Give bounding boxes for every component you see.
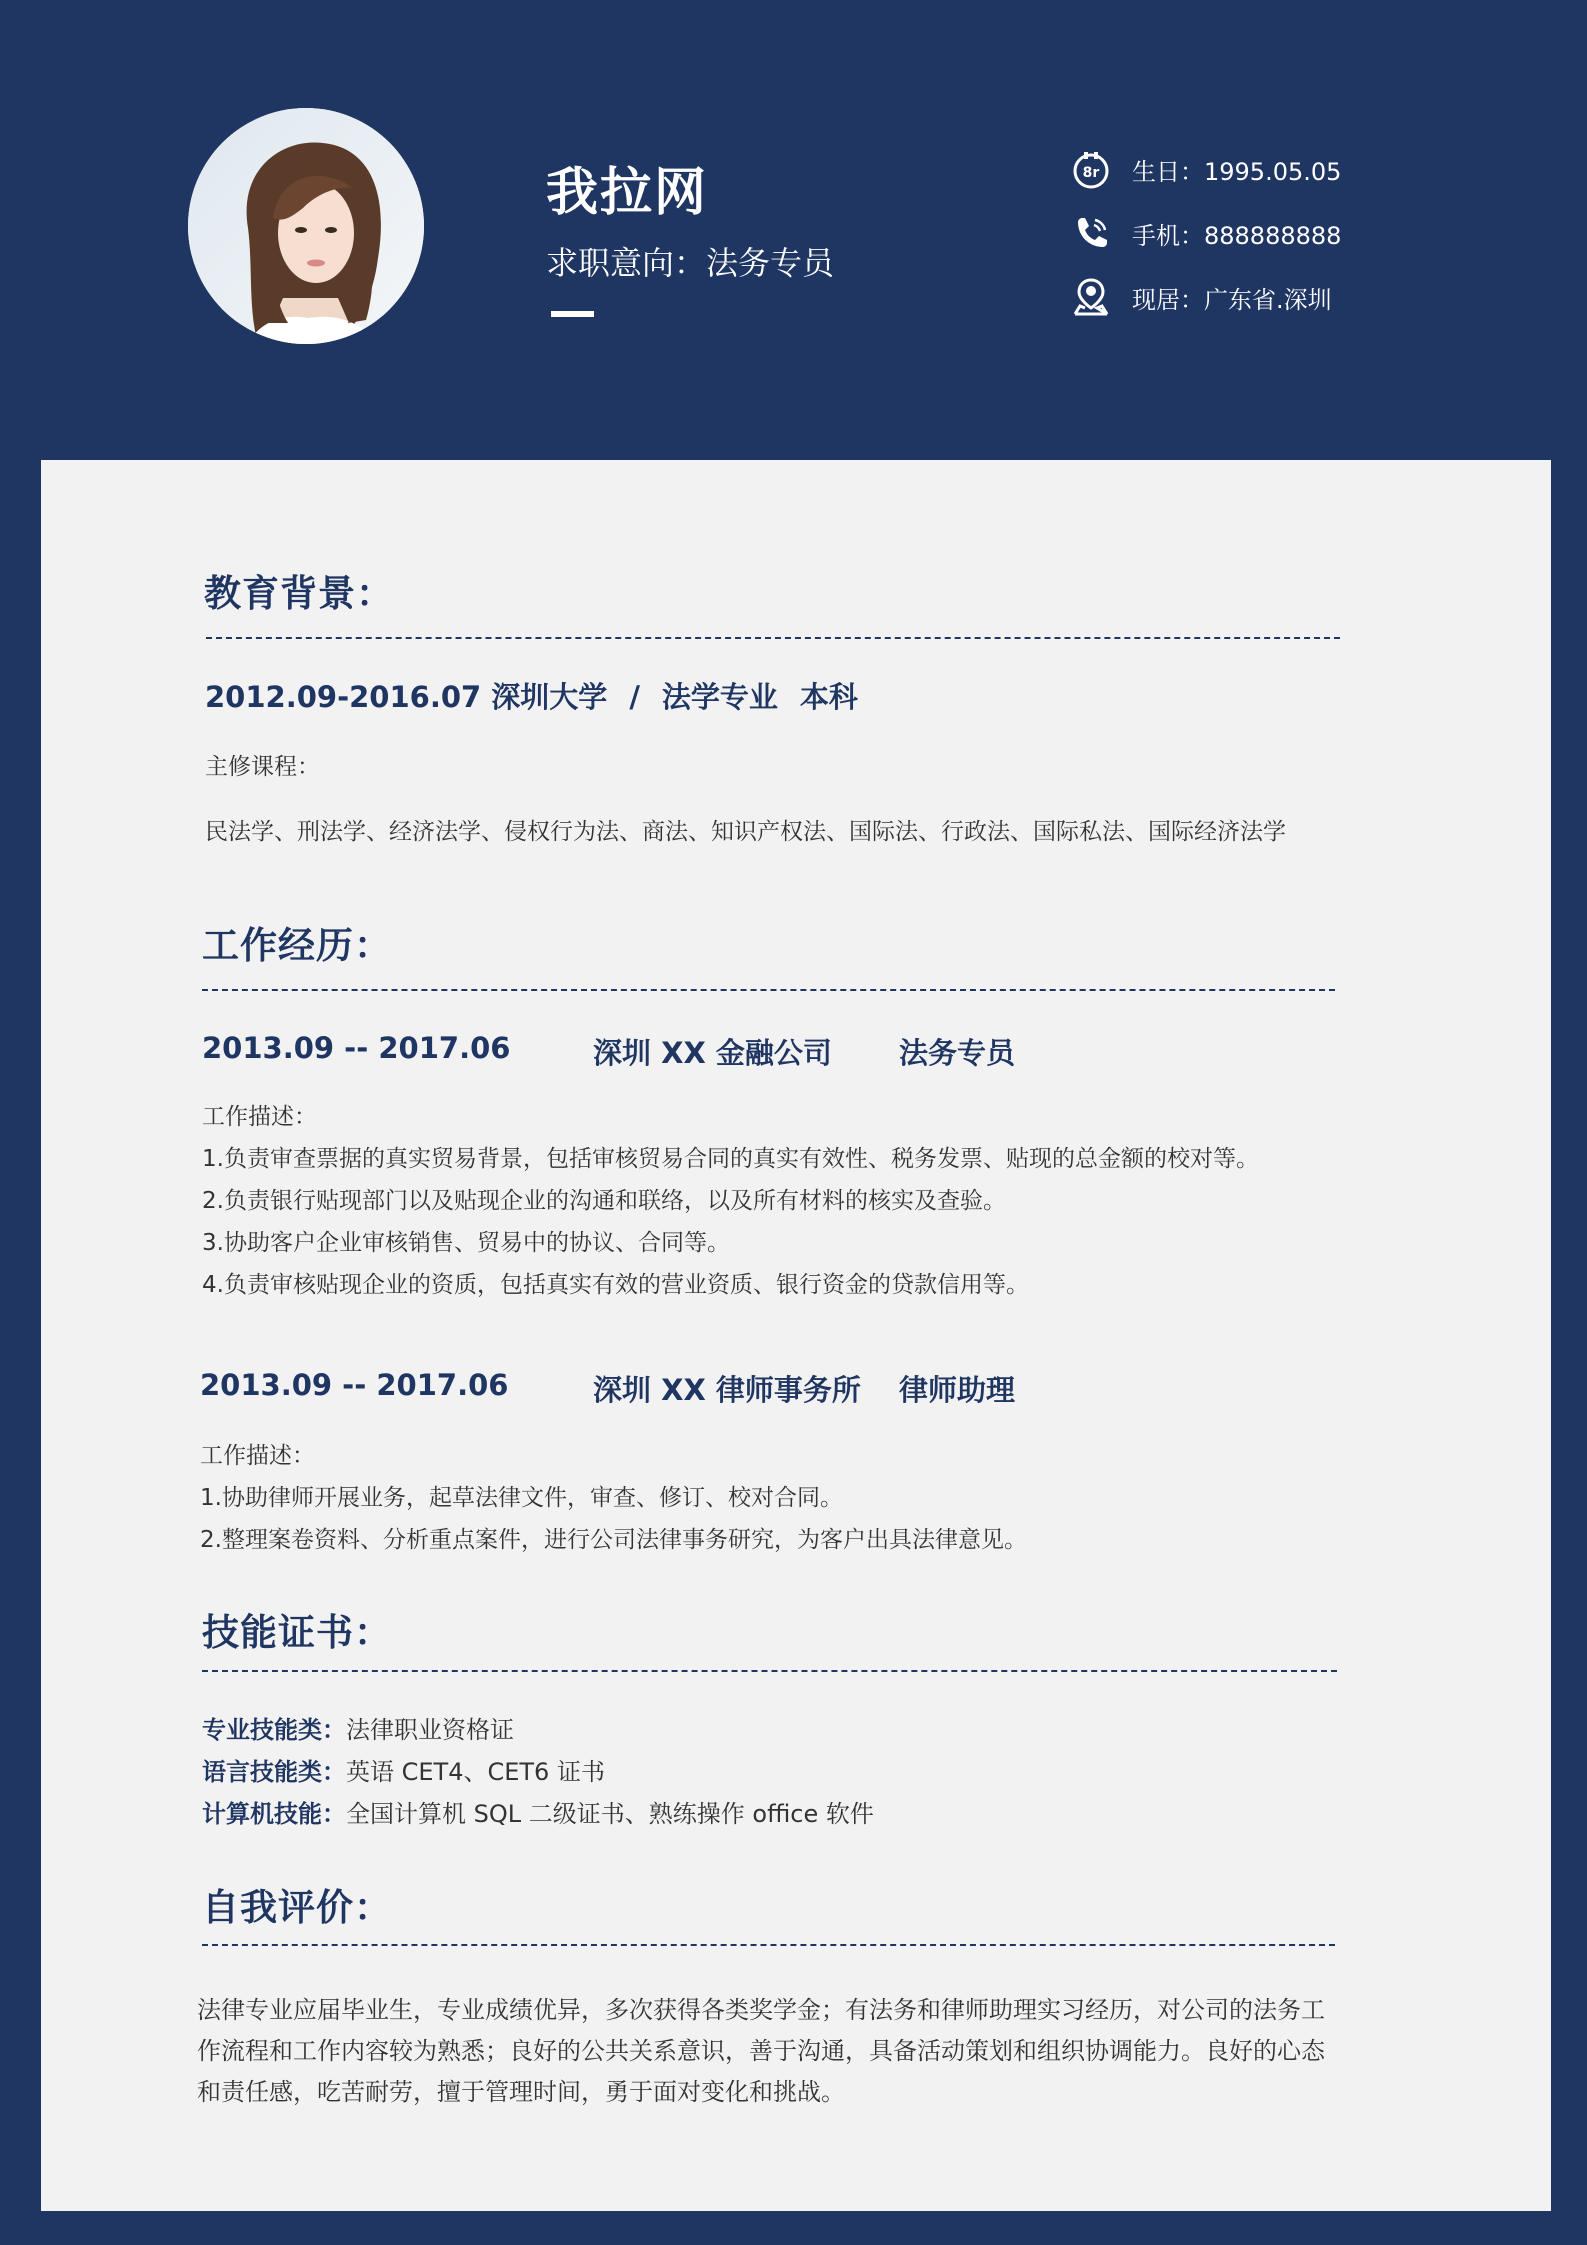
title-underline [551, 311, 594, 317]
skill-label: 专业技能类： [202, 1716, 346, 1744]
skill-value: 英语 CET4、CET6 证书 [346, 1758, 605, 1786]
job-1-period: 2013.09 -- 2017.06 [202, 1031, 511, 1065]
education-entry [205, 675, 880, 716]
skill-value: 全国计算机 SQL 二级证书、熟练操作 office 软件 [346, 1800, 874, 1828]
skill-item [202, 1794, 874, 1836]
education-degree: 本科 [799, 680, 858, 714]
skills-divider [202, 1670, 1337, 1672]
self-eval-line: 和责任感，吃苦耐劳，擅于管理时间，勇于面对变化和挑战。 [197, 2078, 845, 2106]
birthday-text: 生日：1995.05.05 [1132, 157, 1342, 186]
job-2-header [200, 1368, 1016, 1408]
birthday-icon [1070, 148, 1112, 190]
self-eval-title: 自我评价： [202, 1886, 392, 1929]
self-eval-line: 法律专业应届毕业生，专业成绩优异，多次获得各类奖学金；有法务和律师助理实习经历，对公司的法务工 [197, 1996, 1325, 2024]
job-1-item: 3.协助客户企业审核销售、贸易中的协议、合同等。 [202, 1230, 730, 1256]
courses-label: 主修课程： [205, 754, 320, 780]
work-title: 工作经历： [202, 924, 392, 967]
job-2-item: 2.整理案卷资料、分析重点案件，进行公司法律事务研究，为客户出具法律意见。 [200, 1527, 1027, 1553]
phone-row [1070, 210, 1341, 256]
job-intent: 求职意向：法务专员 [546, 244, 835, 282]
contact-info [1070, 146, 1341, 338]
job-1-role: 法务专员 [899, 1036, 1016, 1070]
birthday-row [1070, 146, 1341, 192]
job-1-description [202, 1096, 1259, 1306]
resume-body [41, 460, 1551, 2211]
education-major: 法学专业 [661, 680, 778, 714]
skill-item [202, 1710, 874, 1752]
self-eval-divider [202, 1944, 1335, 1946]
job-1-company: 深圳 XX 金融公司 [593, 1036, 832, 1070]
skills-list [202, 1710, 874, 1836]
education-separator: / [629, 680, 640, 714]
phone-icon [1070, 212, 1112, 254]
avatar [188, 108, 424, 344]
self-eval-line: 作流程和工作内容较为熟悉；良好的公共关系意识，善于沟通，具备活动策划和组织协调能力。良好的心态 [197, 2037, 1325, 2065]
skills-title: 技能证书： [202, 1611, 392, 1654]
svg-text:8r: 8r [1082, 165, 1100, 181]
location-row [1070, 274, 1341, 320]
education-period-school: 2012.09-2016.07 深圳大学 [205, 680, 608, 714]
skill-item [202, 1752, 874, 1794]
resume-header [0, 0, 1587, 460]
skill-value: 法律职业资格证 [346, 1716, 514, 1744]
job-2-desc-label: 工作描述： [200, 1443, 315, 1469]
courses-list: 民法学、刑法学、经济法学、侵权行为法、商法、知识产权法、国际法、行政法、国际私法、国际经济法学 [205, 819, 1286, 845]
work-divider [202, 989, 1335, 991]
job-2-period: 2013.09 -- 2017.06 [200, 1368, 509, 1402]
job-2-company: 深圳 XX 律师事务所 [593, 1373, 861, 1407]
location-icon [1070, 276, 1112, 318]
skill-label: 语言技能类： [202, 1758, 346, 1786]
self-eval-text [197, 1990, 1325, 2113]
job-2-role: 律师助理 [899, 1373, 1016, 1407]
job-1-item: 2.负责银行贴现部门以及贴现企业的沟通和联络，以及所有材料的核实及查验。 [202, 1188, 1006, 1214]
avatar-photo [188, 108, 424, 344]
job-2-description [200, 1435, 1027, 1561]
education-title: 教育背景： [204, 572, 394, 615]
job-1-desc-label: 工作描述： [202, 1104, 317, 1130]
job-2-item: 1.协助律师开展业务，起草法律文件，审查、修订、校对合同。 [200, 1485, 843, 1511]
candidate-name: 我拉网 [546, 163, 709, 223]
job-1-item: 1.负责审查票据的真实贸易背景，包括审核贸易合同的真实有效性、税务发票、贴现的总金额的校对等。 [202, 1146, 1259, 1172]
phone-text: 手机：888888888 [1132, 221, 1342, 250]
education-divider [206, 637, 1340, 639]
skill-label: 计算机技能： [202, 1800, 346, 1828]
job-1-header [202, 1031, 1016, 1071]
location-text: 现居：广东省.深圳 [1132, 285, 1332, 314]
job-1-item: 4.负责审核贴现企业的资质，包括真实有效的营业资质、银行资金的贷款信用等。 [202, 1272, 1029, 1298]
